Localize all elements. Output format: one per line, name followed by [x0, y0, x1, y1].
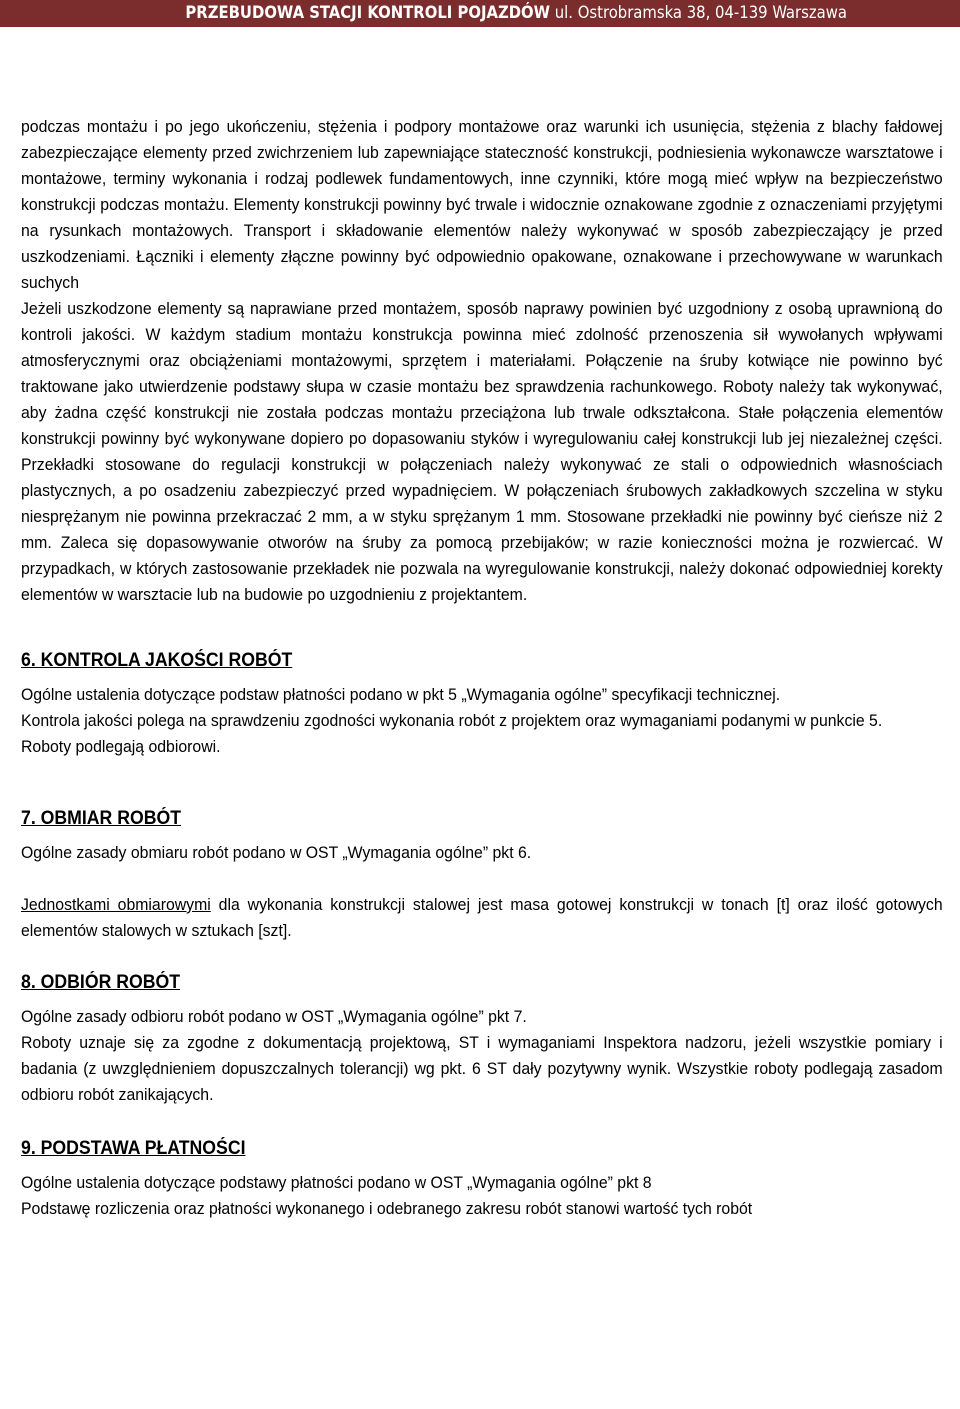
header-title: [185, 3, 847, 22]
section-7-line-1: Ogólne zasady obmiaru robót podano w OST „Wymagania ogólne” pkt 6.: [21, 843, 532, 862]
header-title-bold: PRZEBUDOWA STACJI KONTROLI POJAZDÓW: [185, 3, 551, 22]
body-paragraph-2: Jeżeli uszkodzone elementy są naprawiane przed montażem, sposób naprawy powinien być uzgodniony z osobą uprawnioną do kontroli jakości. W każdym stadium montażu konstrukcja powinna mieć zdolność przenoszenia sił wywołanych wpływami atmosferycznymi oraz obciążeniami montażowymi, sprzętem i materiałami. Połączenie na śruby kotwiące nie powinno być traktowane jako utwierdzenie podstawy słupa w czasie montażu bez sprawdzenia rachunkowego. Roboty należy tak wykonywać, aby żadna część konstrukcji nie została podczas montażu przeciążona lub trwale odkształcona. Stałe połączenia elementów konstrukcji powinny być wykonywane dopiero po dopasowaniu styków i wyregulowaniu całej konstrukcji lub jej niezależnej części. Przekładki stosowane do regulacji konstrukcji w połączeniach należy wykonywać ze stali o odpowiednich własnościach plastycznych, a po osadzeniu zabezpieczyć przed wypadnięciem. W połączeniach śrubowych zakładkowych szczelina w styku niesprężanym nie powinna przekraczać 2 mm, a w styku sprężanym 1 mm. Stosowane przekładki nie powinny być cieńsze niż 2 mm. Zaleca się dopasowywanie otworów na śruby za pomocą przebijaków; w razie konieczności można je rozwiercać. W przypadkach, w których zastosowanie przekładek nie pozwala na wyregulowanie konstrukcji, należy dokonać odpowiedniej korekty elementów w warsztacie lub na budowie po uzgodnieniu z projektantem.: [21, 299, 943, 604]
spacer: [21, 1108, 943, 1136]
section-7-units-paragraph: [21, 892, 943, 944]
spacer: [21, 608, 943, 648]
section-6-line-2: Kontrola jakości polega na sprawdzeniu zgodności wykonania robót z projektem oraz wymaganiami podanymi w punkcie 5.: [21, 711, 883, 730]
section-9-heading: 9. PODSTAWA PŁATNOŚCI: [21, 1138, 246, 1159]
section-9-line-2: Podstawę rozliczenia oraz płatności wykonanego i odebranego zakresu robót stanowi wartość tych robót: [21, 1199, 753, 1218]
section-8-heading: 8. ODBIÓR ROBÓT: [21, 972, 181, 993]
units-description: dla wykonania konstrukcji stalowej jest masa gotowej konstrukcji w tonach [t] oraz ilość gotowych elementów stalowych w sztukach [szt].: [21, 895, 943, 940]
body-paragraph-1: podczas montażu i po jego ukończeniu, stężenia i podpory montażowe oraz warunki ich usunięcia, stężenia z blachy fałdowej zabezpieczające elementy przed zwichrzeniem lub zapewniające stateczność konstrukcji, podniesienia wykonawcze warsztatowe i montażowe, terminy wykonania i rodzaj podlewek fundamentowych, inne czynniki, które mogą mieć wpływ na bezpieczeństwo konstrukcji podczas montażu. Elementy konstrukcji powinny być trwale i widocznie oznakowane zgodnie z oznaczeniami przyjętymi na rysunkach montażowych. Transport i składowanie elementów należy wykonywać w sposób zabezpieczający je przed uszkodzeniami. Łączniki i elementy złączne powinny być odpowiednio opakowane, oznakowane i przechowywane w warunkach suchych: [21, 117, 943, 292]
section-9-line-1: Ogólne ustalenia dotyczące podstawy płatności podano w OST „Wymagania ogólne” pkt 8: [21, 1173, 652, 1192]
section-8-line-1: Ogólne zasady odbioru robót podano w OST „Wymagania ogólne” pkt 7.: [21, 1007, 527, 1026]
header-title-rest: ul. Ostrobramska 38, 04-139 Warszawa: [550, 3, 847, 22]
header-banner: [0, 0, 960, 27]
spacer: [21, 760, 943, 806]
spacer: [21, 866, 943, 892]
section-8-line-2: Roboty uznaje się za zgodne z dokumentacją projektową, ST i wymaganiami Inspektora nadzoru, jeżeli wszystkie pomiary i badania (z uwzględnieniem dopuszczalnych tolerancji) wg pkt. 6 ST dały pozytywny wynik. Wszystkie roboty podlegają zasadom odbioru robót zanikających.: [21, 1033, 943, 1104]
spacer: [21, 944, 943, 970]
section-7-heading: 7. OBMIAR ROBÓT: [21, 808, 182, 829]
section-6-heading: 6. KONTROLA JAKOŚCI ROBÓT: [21, 650, 293, 671]
spacer: [21, 1162, 943, 1170]
spacer: [21, 832, 943, 840]
document-body: [21, 114, 943, 1222]
spacer: [21, 674, 943, 682]
section-6-line-1: Ogólne ustalenia dotyczące podstaw płatności podano w pkt 5 „Wymagania ogólne” specyfikacji technicznej.: [21, 685, 781, 704]
spacer: [21, 996, 943, 1004]
section-6-line-3: Roboty podlegają odbiorowi.: [21, 737, 221, 756]
units-term: Jednostkami obmiarowymi: [21, 895, 211, 914]
